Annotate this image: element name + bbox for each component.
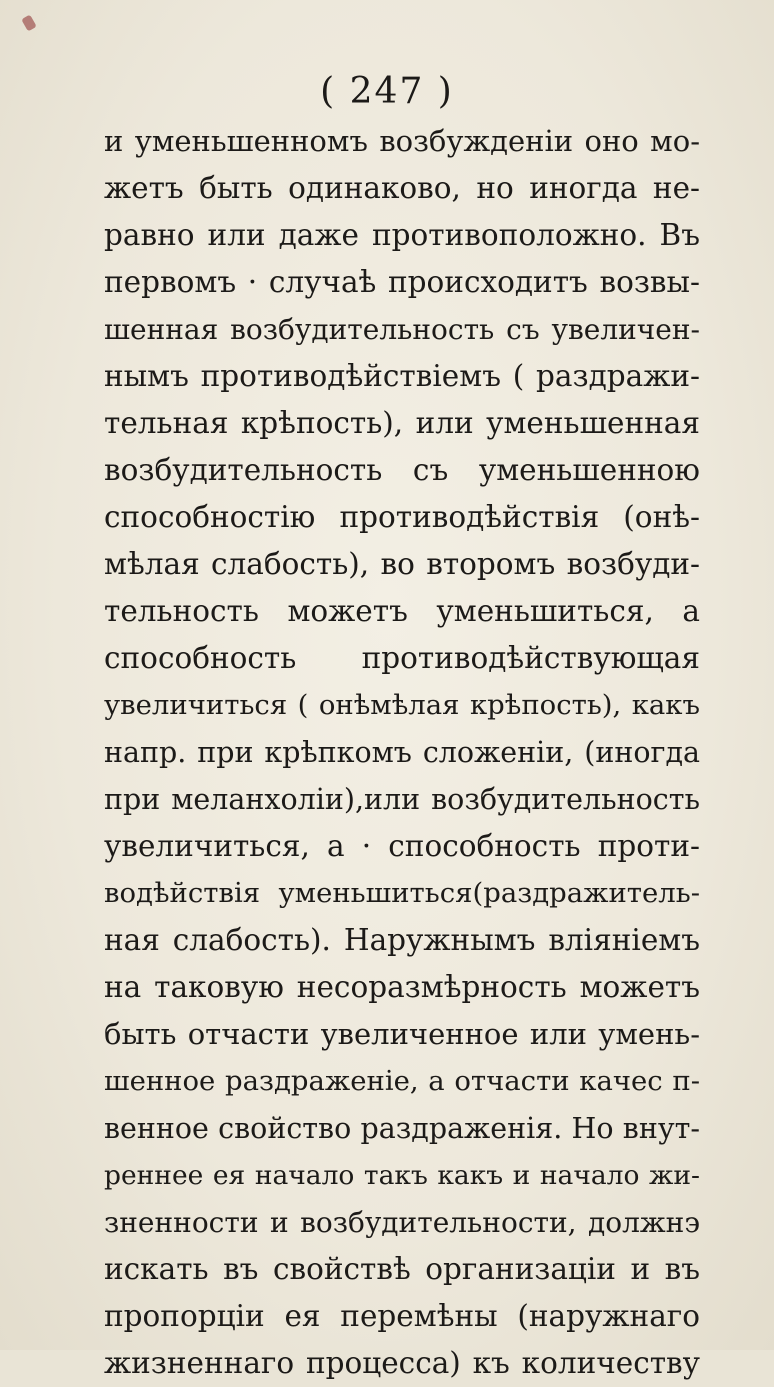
text-line: шенное раздраженіе, а отчасти качес п- [104,1065,700,1097]
text-line: зненности и возбудительности, должнэ [104,1206,700,1239]
text-line: венное свойство раздраженія. Но внут- [104,1112,700,1145]
text-line: ная слабость). Наружнымъ вліяніемъ [104,923,700,957]
ink-spot [21,14,37,31]
text-line: способностію противодѣйствія (онѣ- [104,500,700,534]
text-line: жизненнаго процесса) къ количеству [104,1346,700,1380]
text-line: равно или даже противоположно. Въ [104,218,700,252]
page-number: ( 247 ) [320,71,454,112]
text-line: нымъ противодѣйствіемъ ( раздражи- [104,359,700,393]
text-line: быть отчасти увеличенное или умень- [104,1017,700,1051]
text-line: жетъ быть одинаково, но иногда не- [104,171,700,205]
text-line: искать въ свойствѣ организаціи и въ [104,1252,700,1286]
text-line: возбудительность съ уменьшенною [104,453,700,487]
text-line: увеличиться, а · способность проти- [104,829,700,863]
text-line: способность противодѣйствующая [104,641,700,675]
text-line: при меланхоліи),или возбудительность [104,783,700,816]
text-line: первомъ · случаѣ происходитъ возвы- [104,265,700,299]
text-line: увеличиться ( онѣмѣлая крѣпость), какъ [104,689,700,721]
text-line: и уменьшенномъ возбужденіи оно мо- [104,124,700,158]
text-line: тельность можетъ уменьшиться, а [104,594,700,628]
text-line: пропорціи ея перемѣны (наружнаго [104,1299,700,1333]
body-text [104,118,700,1387]
text-line: напр. при крѣпкомъ сложеніи, (иногда [104,736,700,769]
text-line: шенная возбудительность съ увеличен- [104,313,700,346]
text-line: на таковую несоразмѣрность можетъ [104,970,700,1004]
text-line: реннее ея начало такъ какъ и начало жи- [104,1160,700,1191]
text-line: водѣйствія уменьшиться(раздражитель- [104,877,700,909]
text-line: мѣлая слабость), во второмъ возбуди- [104,547,700,581]
text-line: тельная крѣпость), или уменьшенная [104,406,700,440]
